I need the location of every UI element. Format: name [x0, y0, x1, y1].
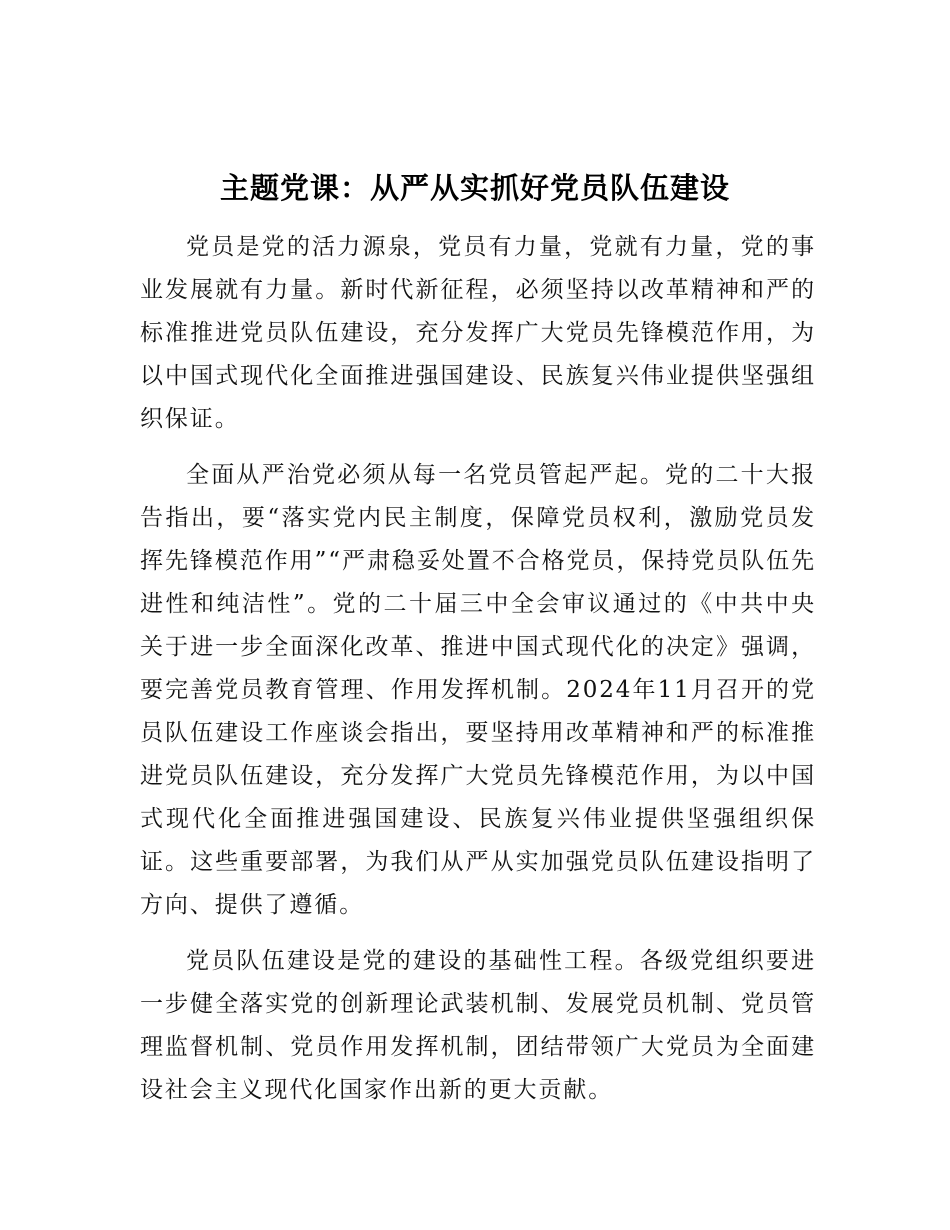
paragraph-2: 全面从严治党必须从每一名党员管起严起。党的二十大报告指出，要“落实党内民主制度，保障党员权利，激励党员发挥先锋模范作用”“严肃稳妥处置不合格党员，保持党员队伍先进性和纯洁性”。党的二十届三中全会审议通过的《中共中央关于进一步全面深化改革、推进中国式现代化的决定》强调，要完善党员教育管理、作用发挥机制。2024年11月召开的党员队伍建设工作座谈会指出，要坚持用改革精神和严的标准推进党员队伍建设，充分发挥广大党员先锋模范作用，为以中国式现代化全面推进强国建设、民族复兴伟业提供坚强组织保证。这些重要部署，为我们从严从实加强党员队伍建设指明了方向、提供了遵循。 [140, 462, 816, 918]
document-body [140, 226, 816, 1112]
paragraph-1: 党员是党的活力源泉，党员有力量，党就有力量，党的事业发展就有力量。新时代新征程，必须坚持以改革精神和严的标准推进党员队伍建设，充分发挥广大党员先锋模范作用，为以中国式现代化全面推进强国建设、民族复兴伟业提供坚强组织保证。 [140, 234, 816, 432]
document-title: 主题党课：从严从实抓好党员队伍建设 [219, 171, 730, 205]
paragraph-3: 党员队伍建设是党的建设的基础性工程。各级党组织要进一步健全落实党的创新理论武装机制、发展党员机制、党员管理监督机制、党员作用发挥机制，团结带领广大党员为全面建设社会主义现代化国家作出新的更大贡献。 [140, 948, 816, 1103]
